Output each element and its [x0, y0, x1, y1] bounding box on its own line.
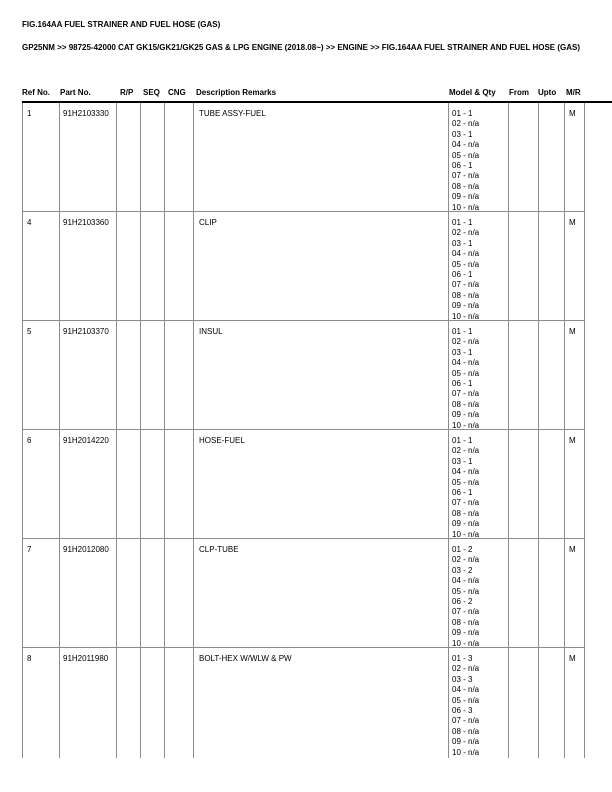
model-qty-item: 05 - n/a: [452, 695, 480, 705]
model-qty-item: 02 - n/a: [452, 228, 480, 238]
column-divider: [140, 430, 141, 539]
model-qty-item: 10 - n/a: [452, 420, 480, 430]
model-qty-item: 05 - n/a: [452, 368, 480, 378]
model-qty-item: 05 - n/a: [452, 259, 480, 269]
model-qty-item: 04 - n/a: [452, 467, 480, 477]
model-qty-item: 07 - n/a: [452, 607, 480, 617]
column-divider: [448, 212, 449, 321]
model-qty-item: 07 - n/a: [452, 280, 480, 290]
column-divider: [508, 648, 509, 758]
column-divider: [22, 430, 23, 539]
ref-no-cell: 4: [27, 218, 32, 227]
model-qty-list: [452, 545, 479, 649]
column-divider: [116, 212, 117, 321]
column-divider: [538, 539, 539, 648]
model-qty-item: 03 - 1: [452, 347, 473, 357]
model-qty-item: 04 - n/a: [452, 249, 480, 259]
column-divider: [564, 212, 565, 321]
column-divider: [22, 103, 23, 212]
model-qty-item: 04 - n/a: [452, 576, 480, 586]
header-cng: CNG: [168, 88, 186, 97]
column-divider: [193, 648, 194, 758]
column-divider: [193, 430, 194, 539]
model-qty-item: 03 - 1: [452, 456, 473, 466]
mr-cell: M: [569, 327, 576, 336]
column-divider: [564, 103, 565, 212]
description-cell: CLIP: [199, 218, 217, 227]
header-ref-no: Ref No.: [22, 88, 50, 97]
model-qty-item: 06 - 2: [452, 596, 473, 606]
model-qty-item: 08 - n/a: [452, 399, 480, 409]
model-qty-item: 02 - n/a: [452, 664, 480, 674]
description-cell: CLP-TUBE: [199, 545, 239, 554]
column-divider: [584, 212, 585, 321]
header-mr: M/R: [566, 88, 581, 97]
model-qty-item: 09 - n/a: [452, 301, 480, 311]
column-divider: [59, 212, 60, 321]
column-divider: [584, 430, 585, 539]
model-qty-item: 02 - n/a: [452, 119, 480, 129]
model-qty-item: 10 - n/a: [452, 529, 480, 539]
column-divider: [193, 103, 194, 212]
column-divider: [508, 212, 509, 321]
ref-no-cell: 7: [27, 545, 32, 554]
description-cell: BOLT-HEX W/WLW & PW: [199, 654, 292, 663]
model-qty-item: 02 - n/a: [452, 446, 480, 456]
column-divider: [164, 212, 165, 321]
ref-no-cell: 5: [27, 327, 32, 336]
column-divider: [59, 539, 60, 648]
model-qty-item: 06 - 1: [452, 269, 473, 279]
header-from: From: [509, 88, 529, 97]
column-divider: [584, 539, 585, 648]
mr-cell: M: [569, 654, 576, 663]
part-no-cell: 91H2014220: [63, 436, 109, 445]
column-divider: [116, 430, 117, 539]
column-divider: [22, 648, 23, 758]
header-description: Description Remarks: [196, 88, 277, 97]
column-divider: [448, 648, 449, 758]
page-title: FIG.164AA FUEL STRAINER AND FUEL HOSE (GAS): [22, 20, 221, 29]
mr-cell: M: [569, 436, 576, 445]
table-row: [0, 539, 612, 648]
description-cell: HOSE-FUEL: [199, 436, 245, 445]
column-divider: [116, 539, 117, 648]
column-divider: [564, 321, 565, 430]
column-divider: [508, 321, 509, 430]
column-divider: [564, 430, 565, 539]
column-divider: [538, 212, 539, 321]
mr-cell: M: [569, 545, 576, 554]
column-divider: [140, 648, 141, 758]
model-qty-item: 07 - n/a: [452, 498, 480, 508]
model-qty-item: 06 - 1: [452, 378, 473, 388]
model-qty-item: 09 - n/a: [452, 519, 480, 529]
column-divider: [538, 430, 539, 539]
column-divider: [59, 103, 60, 212]
column-divider: [22, 321, 23, 430]
model-qty-item: 01 - 3: [452, 654, 473, 663]
model-qty-list: [452, 327, 479, 431]
column-divider: [448, 103, 449, 212]
table-row: [0, 648, 612, 758]
model-qty-item: 04 - n/a: [452, 140, 480, 150]
mr-cell: M: [569, 218, 576, 227]
column-divider: [22, 212, 23, 321]
model-qty-item: 09 - n/a: [452, 737, 480, 747]
model-qty-item: 07 - n/a: [452, 389, 480, 399]
model-qty-item: 05 - n/a: [452, 586, 480, 596]
column-divider: [538, 103, 539, 212]
breadcrumb: GP25NM >> 98725-42000 CAT GK15/GK21/GK25 GAS & LPG ENGINE (2018.08~) >> ENGINE >> FIG.164AA FUEL STRAINER AND FUEL HOSE (GAS): [22, 43, 581, 52]
column-divider: [508, 539, 509, 648]
column-divider: [164, 103, 165, 212]
column-divider: [584, 321, 585, 430]
ref-no-cell: 6: [27, 436, 32, 445]
column-divider: [448, 539, 449, 648]
model-qty-item: 05 - n/a: [452, 150, 480, 160]
model-qty-item: 10 - n/a: [452, 638, 480, 648]
model-qty-item: 06 - 1: [452, 160, 473, 170]
column-divider: [193, 212, 194, 321]
column-divider: [140, 539, 141, 648]
model-qty-list: [452, 218, 479, 322]
column-divider: [538, 648, 539, 758]
column-divider: [59, 321, 60, 430]
model-qty-item: 01 - 1: [452, 436, 473, 445]
model-qty-item: 09 - n/a: [452, 192, 480, 202]
header-part-no: Part No.: [60, 88, 91, 97]
column-divider: [508, 430, 509, 539]
model-qty-item: 01 - 2: [452, 545, 473, 554]
column-divider: [564, 648, 565, 758]
model-qty-item: 09 - n/a: [452, 628, 480, 638]
column-divider: [448, 321, 449, 430]
table-row: [0, 103, 612, 212]
part-no-cell: 91H2103360: [63, 218, 109, 227]
header-model-qty: Model & Qty: [449, 88, 496, 97]
column-divider: [116, 103, 117, 212]
model-qty-item: 03 - 1: [452, 238, 473, 248]
model-qty-item: 10 - n/a: [452, 311, 480, 321]
model-qty-item: 06 - 1: [452, 487, 473, 497]
ref-no-cell: 1: [27, 109, 32, 118]
column-divider: [116, 321, 117, 430]
model-qty-item: 07 - n/a: [452, 171, 480, 181]
column-divider: [140, 103, 141, 212]
column-divider: [164, 321, 165, 430]
model-qty-item: 07 - n/a: [452, 716, 480, 726]
column-divider: [584, 648, 585, 758]
model-qty-item: 04 - n/a: [452, 358, 480, 368]
model-qty-item: 02 - n/a: [452, 555, 480, 565]
model-qty-item: 06 - 3: [452, 705, 473, 715]
model-qty-list: [452, 654, 479, 758]
model-qty-item: 03 - 2: [452, 565, 473, 575]
part-no-cell: 91H2011980: [63, 654, 109, 663]
model-qty-item: 01 - 1: [452, 327, 473, 336]
model-qty-item: 01 - 1: [452, 109, 473, 118]
column-divider: [564, 539, 565, 648]
model-qty-list: [452, 109, 479, 213]
table-row: [0, 321, 612, 430]
model-qty-item: 02 - n/a: [452, 337, 480, 347]
table-row: [0, 212, 612, 321]
model-qty-list: [452, 436, 479, 540]
column-divider: [22, 539, 23, 648]
model-qty-item: 03 - 1: [452, 129, 473, 139]
column-divider: [584, 103, 585, 212]
column-divider: [59, 430, 60, 539]
column-divider: [164, 539, 165, 648]
column-divider: [164, 648, 165, 758]
model-qty-item: 01 - 1: [452, 218, 473, 227]
model-qty-item: 04 - n/a: [452, 685, 480, 695]
ref-no-cell: 8: [27, 654, 32, 663]
model-qty-item: 08 - n/a: [452, 617, 480, 627]
model-qty-item: 08 - n/a: [452, 726, 480, 736]
mr-cell: M: [569, 109, 576, 118]
parts-table-body: [0, 103, 612, 758]
column-divider: [538, 321, 539, 430]
part-no-cell: 91H2103370: [63, 327, 109, 336]
header-rp: R/P: [120, 88, 134, 97]
column-divider: [140, 321, 141, 430]
model-qty-item: 10 - n/a: [452, 747, 480, 757]
column-divider: [448, 430, 449, 539]
model-qty-item: 09 - n/a: [452, 410, 480, 420]
column-divider: [193, 539, 194, 648]
table-row: [0, 430, 612, 539]
model-qty-item: 08 - n/a: [452, 181, 480, 191]
description-cell: TUBE ASSY-FUEL: [199, 109, 266, 118]
description-cell: INSUL: [199, 327, 223, 336]
header-upto: Upto: [538, 88, 557, 97]
column-divider: [116, 648, 117, 758]
column-divider: [140, 212, 141, 321]
column-divider: [508, 103, 509, 212]
column-divider: [193, 321, 194, 430]
part-no-cell: 91H2012080: [63, 545, 109, 554]
model-qty-item: 08 - n/a: [452, 508, 480, 518]
column-divider: [164, 430, 165, 539]
model-qty-item: 08 - n/a: [452, 290, 480, 300]
part-no-cell: 91H2103330: [63, 109, 109, 118]
model-qty-item: 10 - n/a: [452, 202, 480, 212]
model-qty-item: 03 - 3: [452, 674, 473, 684]
column-divider: [59, 648, 60, 758]
header-seq: SEQ: [143, 88, 160, 97]
model-qty-item: 05 - n/a: [452, 477, 480, 487]
